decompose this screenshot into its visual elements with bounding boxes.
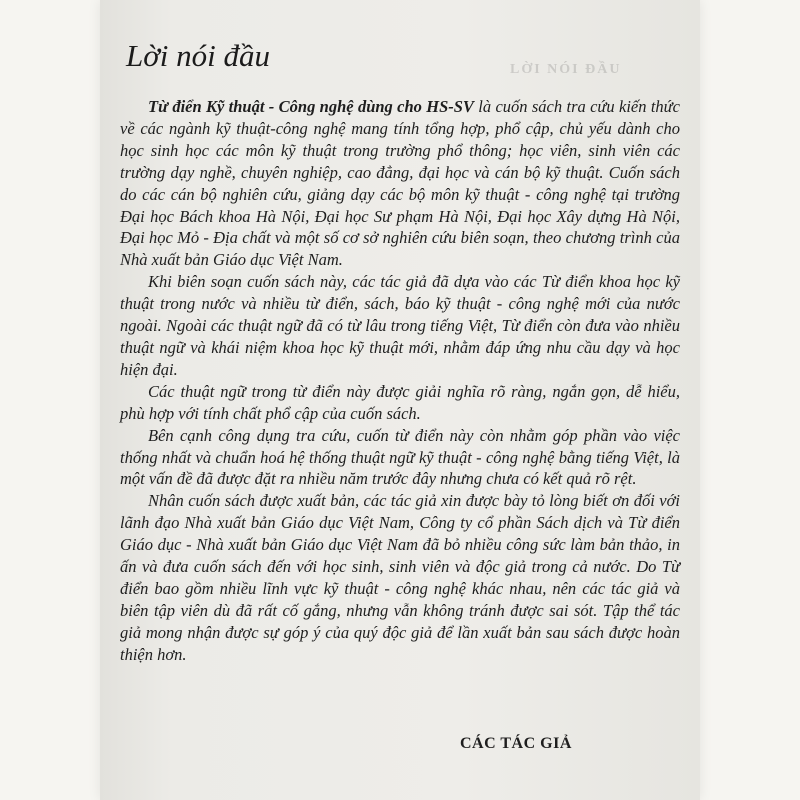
- paragraph: Bên cạnh công dụng tra cứu, cuốn từ điển này còn nhằm góp phần vào việc thống nhất và chuẩn hoá hệ thống thuật ngữ kỹ thuật - công nghệ bằng tiếng Việt, là một vấn đề đã được đặt ra nhiều năm trước đây nhưng chưa có kết quả rõ rệt.: [120, 425, 680, 489]
- preface-body: [120, 96, 680, 666]
- intro-text: là cuốn sách tra cứu kiến thức về các ngành kỹ thuật-công nghệ mang tính tổng hợp, phổ cập, chủ yếu dành cho học sinh học các môn kỹ thuật trong trường phổ thông; học viên, sinh viên các trường dạy nghề, chuyên nghiệp, cao đẳng, đại học và cán bộ kỹ thuật. Cuốn sách do các cán bộ nghiên cứu, giảng dạy các bộ môn kỹ thuật - công nghệ tại trường Đại học Bách khoa Hà Nội, Đại học Sư phạm Hà Nội, Đại học Xây dựng Hà Nội, Đại học Mỏ - Địa chất và một số cơ sở nghiên cứu biên soạn, theo chương trình của Nhà xuất bản Giáo dục Việt Nam.: [120, 97, 680, 270]
- paragraph-intro: [120, 96, 680, 271]
- signature: CÁC TÁC GIẢ: [460, 735, 572, 752]
- paragraph: Nhân cuốn sách được xuất bản, các tác giả xin được bày tỏ lòng biết ơn đối với lãnh đạo Nhà xuất bản Giáo dục Việt Nam, Công ty cổ phần Sách dịch và Từ điển Giáo dục - Nhà xuất bản Giáo dục Việt Nam đã bỏ nhiều công sức làm bản thảo, in ấn và đưa cuốn sách đến với học sinh, sinh viên và độc giả trong cả nước. Do Từ điển bao gồm nhiều lĩnh vực kỹ thuật - công nghệ khác nhau, nên các tác giả và biên tập viên dù đã rất cố gắng, nhưng vẫn không tránh được sai sót. Tập thể tác giả mong nhận được sự góp ý của quý độc giả để lần xuất bản sau sách được hoàn thiện hơn.: [120, 491, 680, 664]
- paragraph: Khi biên soạn cuốn sách này, các tác giả đã dựa vào các Từ điển khoa học kỹ thuật trong nước và nhiều từ điển, sách, báo kỹ thuật - công nghệ mới của nước ngoài. Ngoài các thuật ngữ đã có từ lâu trong tiếng Việt, Từ điển còn đưa vào nhiều thuật ngữ và khái niệm khoa học kỹ thuật mới, nhằm đáp ứng nhu cầu dạy và học hiện đại.: [120, 272, 680, 379]
- bleed-through-text: LỜI NÓI ĐẦU: [510, 62, 622, 77]
- book-title: Từ điển Kỹ thuật - Công nghệ dùng cho HS-SV: [148, 97, 474, 116]
- page-title: Lời nói đầu: [126, 38, 271, 73]
- paragraph: Các thuật ngữ trong từ điển này được giải nghĩa rõ ràng, ngắn gọn, dễ hiểu, phù hợp với tính chất phổ cập của cuốn sách.: [120, 381, 680, 423]
